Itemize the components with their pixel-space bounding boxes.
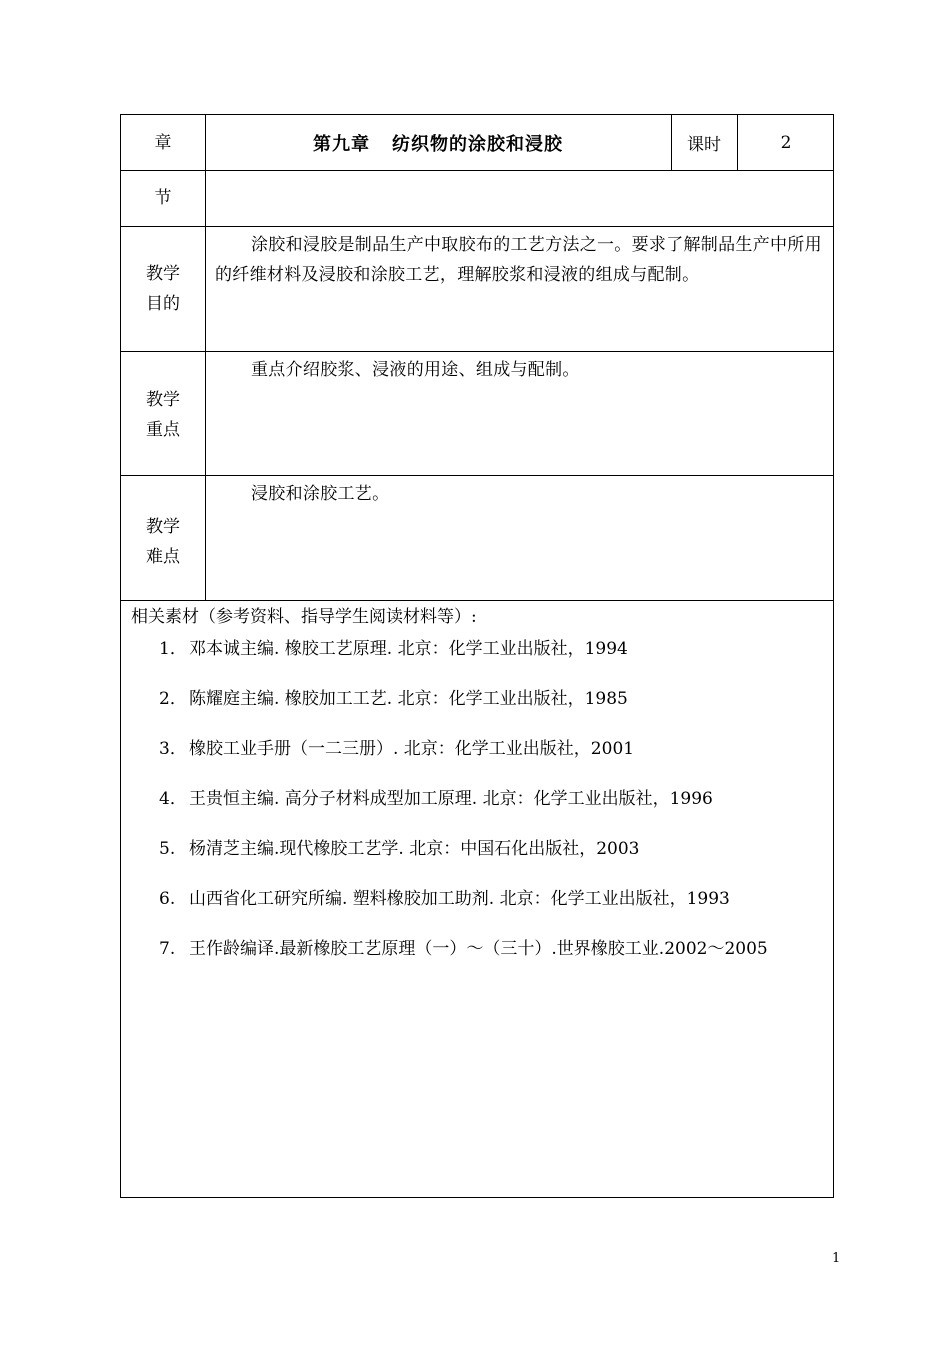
reference-text: 山西省化工研究所编. 塑料橡胶加工助剂. 北京：化学工业出版社，1993	[189, 889, 730, 909]
reference-number: 2．	[159, 689, 187, 709]
reference-item	[159, 684, 768, 734]
objectives-label-line1: 教学	[146, 263, 180, 284]
chapter-name: 纺织物的涂胶和浸胶	[392, 133, 563, 155]
reference-text: 王作龄编译.最新橡胶工艺原理（一）～（三十）.世界橡胶工业.2002～2005	[189, 939, 768, 959]
difficulties-label-line1: 教学	[146, 516, 180, 537]
reference-item	[159, 934, 768, 984]
objectives-label	[121, 226, 205, 351]
reference-number: 5.	[159, 839, 176, 859]
chapter-title	[205, 115, 671, 170]
key-points-label	[121, 351, 205, 475]
reference-number: 7.	[159, 939, 176, 959]
reference-text: 橡胶工业手册（一二三册）. 北京：化学工业出版社，2001	[189, 739, 635, 759]
chapter-label: 章	[154, 132, 172, 153]
reference-item	[159, 884, 768, 934]
course-plan-table	[120, 114, 834, 1198]
reference-number: 4．	[159, 789, 187, 809]
reference-number: 3．	[159, 739, 187, 759]
reference-item	[159, 634, 768, 684]
reference-number: 1．	[159, 639, 187, 659]
reference-list	[159, 634, 768, 984]
page-number: 1	[832, 1251, 841, 1266]
reference-text: 邓本诚主编. 橡胶工艺原理. 北京：化学工业出版社，1994	[189, 639, 628, 659]
section-value	[205, 170, 835, 226]
reference-number: 6.	[159, 889, 176, 909]
reference-text: 陈耀庭主编. 橡胶加工工艺. 北京：化学工业出版社，1985	[189, 689, 628, 709]
objectives-text: 涂胶和浸胶是制品生产中取胶布的工艺方法之一。要求了解制品生产中所用的纤维材料及浸胶和涂胶工艺，理解胶浆和浸液的组成与配制。	[215, 235, 822, 285]
section-label: 节	[154, 188, 172, 208]
hours-value: 2	[780, 132, 792, 153]
chapter-number: 第九章	[313, 133, 370, 155]
difficulties-label	[121, 475, 205, 600]
materials-title: 相关素材（参考资料、指导学生阅读材料等）:	[131, 607, 477, 627]
key-points-label-line1: 教学	[146, 390, 180, 410]
hours-label: 课时	[687, 135, 721, 155]
difficulties-label-line2: 难点	[146, 546, 180, 567]
objectives-label-line2: 目的	[146, 293, 180, 314]
reference-item	[159, 784, 768, 834]
key-points-text: 重点介绍胶浆、浸液的用途、组成与配制。	[251, 360, 580, 380]
reference-text: 王贵恒主编. 高分子材料成型加工原理. 北京：化学工业出版社，1996	[189, 789, 713, 809]
materials-section	[121, 600, 835, 1197]
reference-text: 杨清芝主编.现代橡胶工艺学. 北京：中国石化出版社，2003	[189, 839, 640, 859]
reference-item	[159, 734, 768, 784]
difficulties-text: 浸胶和涂胶工艺。	[251, 484, 390, 504]
reference-item	[159, 834, 768, 884]
key-points-label-line2: 重点	[146, 420, 180, 440]
